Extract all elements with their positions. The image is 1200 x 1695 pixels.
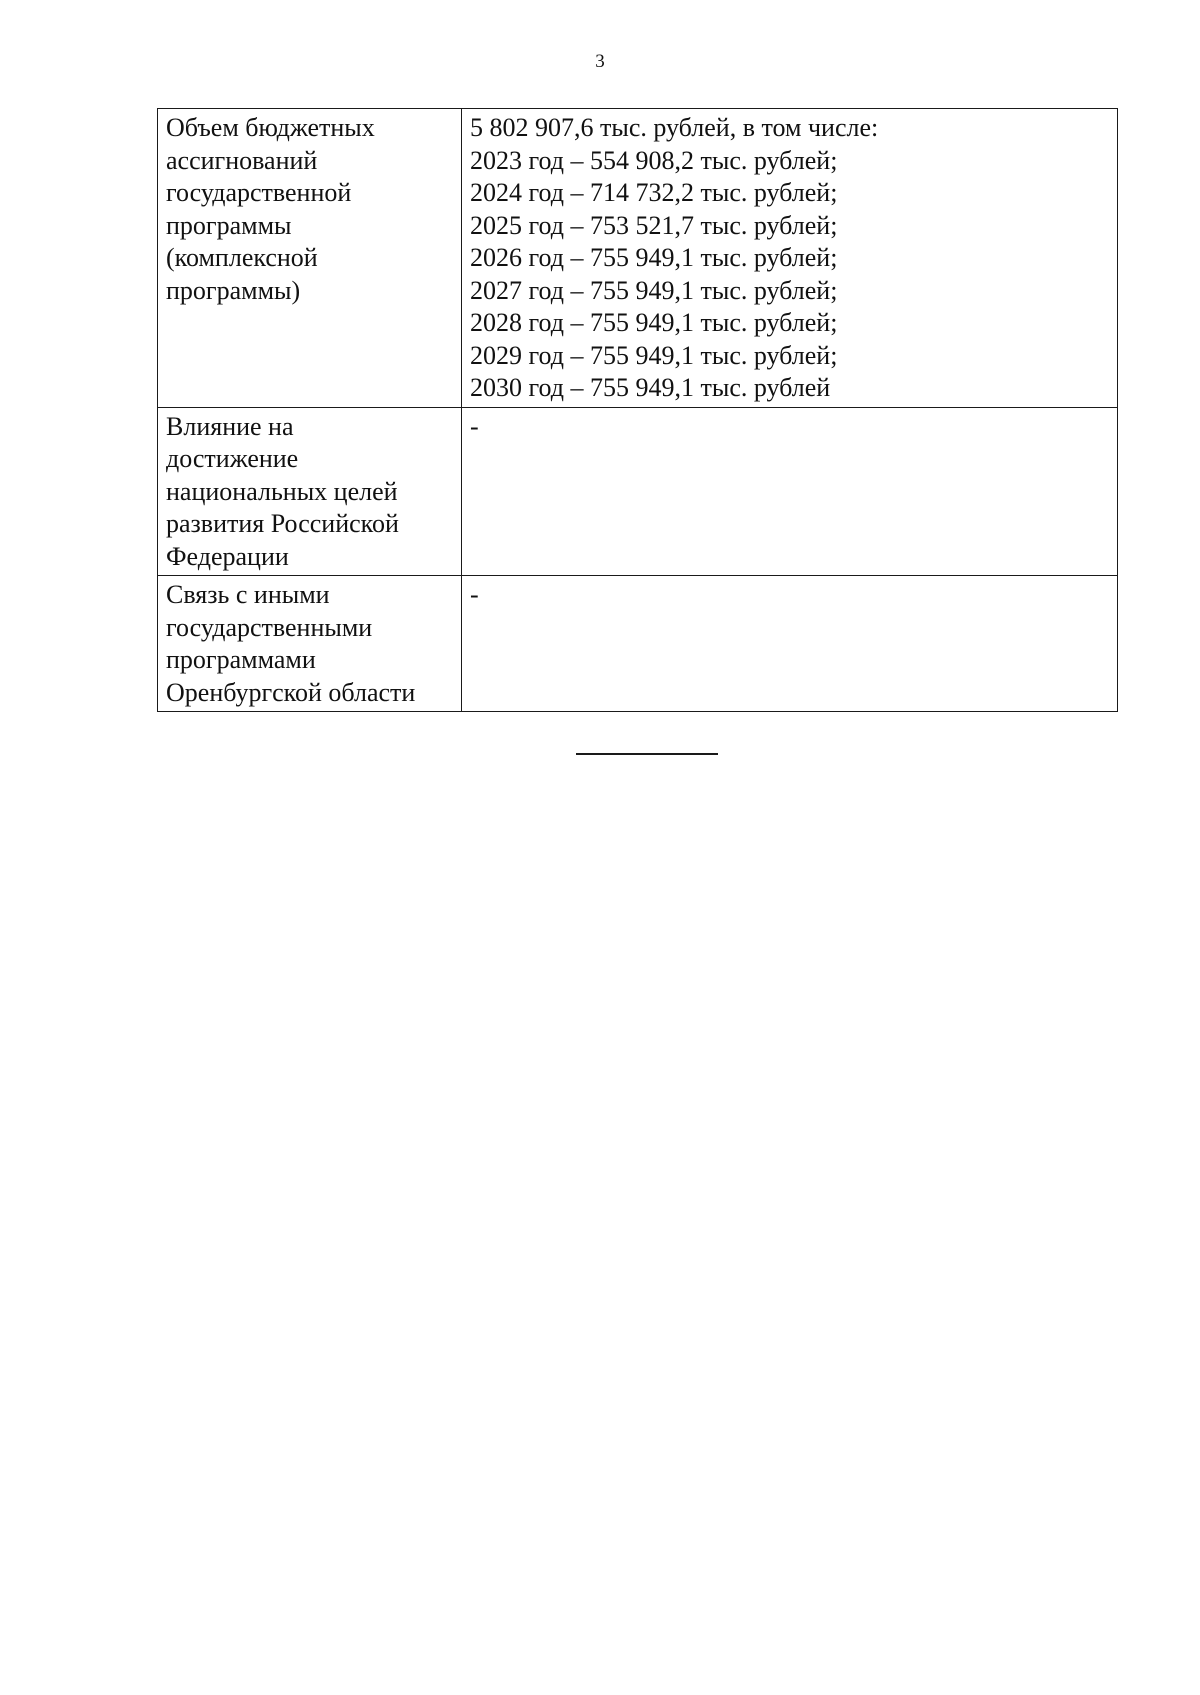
row-label-line: Связь с иными xyxy=(166,580,330,609)
row-value-dash: - xyxy=(470,411,479,441)
budget-year-line: 2026 год – 755 949,1 тыс. рублей; xyxy=(470,243,838,272)
row-label-line: ассигнований xyxy=(166,145,318,175)
budget-year-line: 2027 год – 755 949,1 тыс. рублей; xyxy=(470,275,838,305)
row-label-line: государственными xyxy=(166,612,373,642)
row-value-cell xyxy=(462,109,1118,408)
program-passport-table xyxy=(157,108,1118,712)
row-label-line: национальных целей xyxy=(166,476,398,506)
row-label-cell xyxy=(158,407,462,576)
row-label-cell xyxy=(158,576,462,712)
row-label-line: государственной xyxy=(166,178,352,207)
budget-year-line: 2028 год – 755 949,1 тыс. рублей; xyxy=(470,308,838,337)
row-label-line: программы xyxy=(166,210,292,240)
budget-year-line: 2030 год – 755 949,1 тыс. рублей xyxy=(470,373,831,402)
budget-year-line: 2029 год – 755 949,1 тыс. рублей; xyxy=(470,340,838,370)
budget-year-line: 2024 год – 714 732,2 тыс. рублей; xyxy=(470,178,838,207)
row-label-line: Объем бюджетных xyxy=(166,113,375,142)
row-label-line: программами xyxy=(166,645,316,674)
end-of-section-rule xyxy=(576,753,718,755)
row-label-line: (комплексной xyxy=(166,243,318,272)
page-number: 3 xyxy=(595,51,605,72)
row-label-cell xyxy=(158,109,462,408)
row-label-line: развития Российской xyxy=(166,509,399,538)
row-value-dash: - xyxy=(470,580,479,609)
budget-total-line: 5 802 907,6 тыс. рублей, в том числе: xyxy=(470,113,879,142)
table-row-national-goals xyxy=(158,407,1118,576)
table-row-related-programs xyxy=(158,576,1118,712)
row-value-cell xyxy=(462,407,1118,576)
row-label-line: Федерации xyxy=(166,541,289,571)
budget-year-line: 2023 год – 554 908,2 тыс. рублей; xyxy=(470,145,838,175)
row-label-line: Влияние на xyxy=(166,411,294,441)
budget-year-line: 2025 год – 753 521,7 тыс. рублей; xyxy=(470,210,838,240)
row-label-line: Оренбургской области xyxy=(166,677,416,707)
row-label-line: достижение xyxy=(166,444,299,473)
table-row-budget-allocations xyxy=(158,109,1118,408)
row-label-line: программы) xyxy=(166,275,301,305)
row-value-cell xyxy=(462,576,1118,712)
